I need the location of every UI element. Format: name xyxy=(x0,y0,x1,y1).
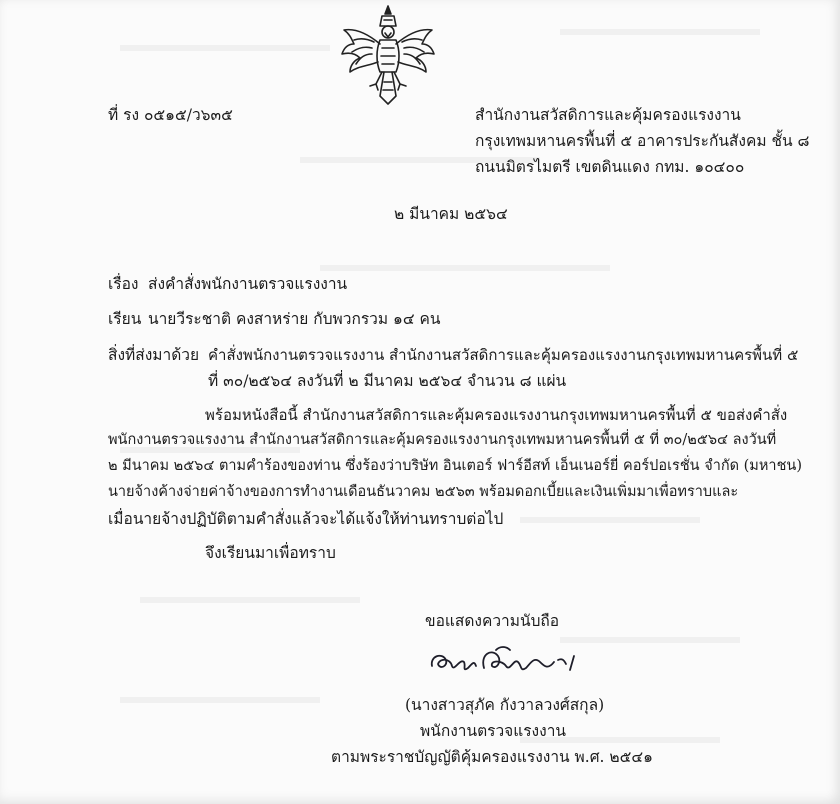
signer-position: พนักงานตรวจแรงงาน xyxy=(420,722,566,740)
regards-text: ขอแสดงความนับถือ xyxy=(425,612,560,630)
sender-address-line-3: ถนนมิตรไมตรี เขตดินแดง กทม. ๑๐๔๐๐ xyxy=(475,158,745,176)
subject-label: เรื่อง xyxy=(108,275,139,293)
sender-address-line-1: สำนักงานสวัสดิการและคุ้มครองแรงงาน xyxy=(475,106,741,124)
signer-name: (นางสาวสุภัค กังวาลวงศ์สกุล) xyxy=(405,696,605,714)
garuda-emblem-icon xyxy=(340,4,436,108)
reference-number: ที่ รง ๐๕๑๕/ว๖๓๕ xyxy=(108,106,233,124)
sender-address-line-2: กรุงเทพมหานครพื้นที่ ๕ อาคารประกันสังคม ชั้น ๘ xyxy=(475,132,810,150)
handwritten-signature xyxy=(426,644,586,680)
subject-text: ส่งคำสั่งพนักงานตรวจแรงงาน xyxy=(148,275,348,293)
addressee-label: เรียน xyxy=(108,310,142,328)
closing-line: จึงเรียนมาเพื่อทราบ xyxy=(205,544,336,562)
addressee-text: นายวีระชาติ คงสาหร่าย กับพวกรวม ๑๔ คน xyxy=(148,310,441,328)
body-line-5: เมื่อนายจ้างปฏิบัติตามคำสั่งแล้วจะได้แจ้งให้ท่านทราบต่อไป xyxy=(108,510,504,528)
body-line-2: พนักงานตรวจแรงงาน สำนักงานสวัสดิการและคุ้มครองแรงงานกรุงเทพมหานครพื้นที่ ๕ ที่ ๓๐/๒๕๖๔ ลงวันที่ xyxy=(108,432,777,448)
enclosure-label: สิ่งที่ส่งมาด้วย xyxy=(108,346,200,364)
body-line-4: นายจ้างค้างจ่ายค่าจ้างของการทำงานเดือนธันวาคม ๒๕๖๓ พร้อมดอกเบี้ยและเงินเพิ่มมาเพื่อทราบและ xyxy=(108,484,739,500)
enclosure-line-1: คำสั่งพนักงานตรวจแรงงาน สำนักงานสวัสดิการและคุ้มครองแรงงานกรุงเทพมหานครพื้นที่ ๕ xyxy=(208,346,799,364)
signer-authority: ตามพระราชบัญญัติคุ้มครองแรงงาน พ.ศ. ๒๕๔๑ xyxy=(331,748,653,766)
enclosure-line-2: ที่ ๓๐/๒๕๖๔ ลงวันที่ ๒ มีนาคม ๒๕๖๔ จำนวน ๘ แผ่น xyxy=(208,372,567,390)
body-line-3: ๒ มีนาคม ๒๕๖๔ ตามคำร้องของท่าน ซึ่งร้องว่าบริษัท อินเตอร์ ฟาร์อีสท์ เอ็นเนอร์ยี่ คอร์ปอเรชั่น จำกัด (มหาชน) xyxy=(108,458,802,474)
letter-date: ๒ มีนาคม ๒๕๖๔ xyxy=(394,205,508,223)
body-line-1: พร้อมหนังสือนี้ สำนักงานสวัสดิการและคุ้มครองแรงงานกรุงเทพมหานครพื้นที่ ๕ ขอส่งคำสั่ง xyxy=(205,406,788,424)
